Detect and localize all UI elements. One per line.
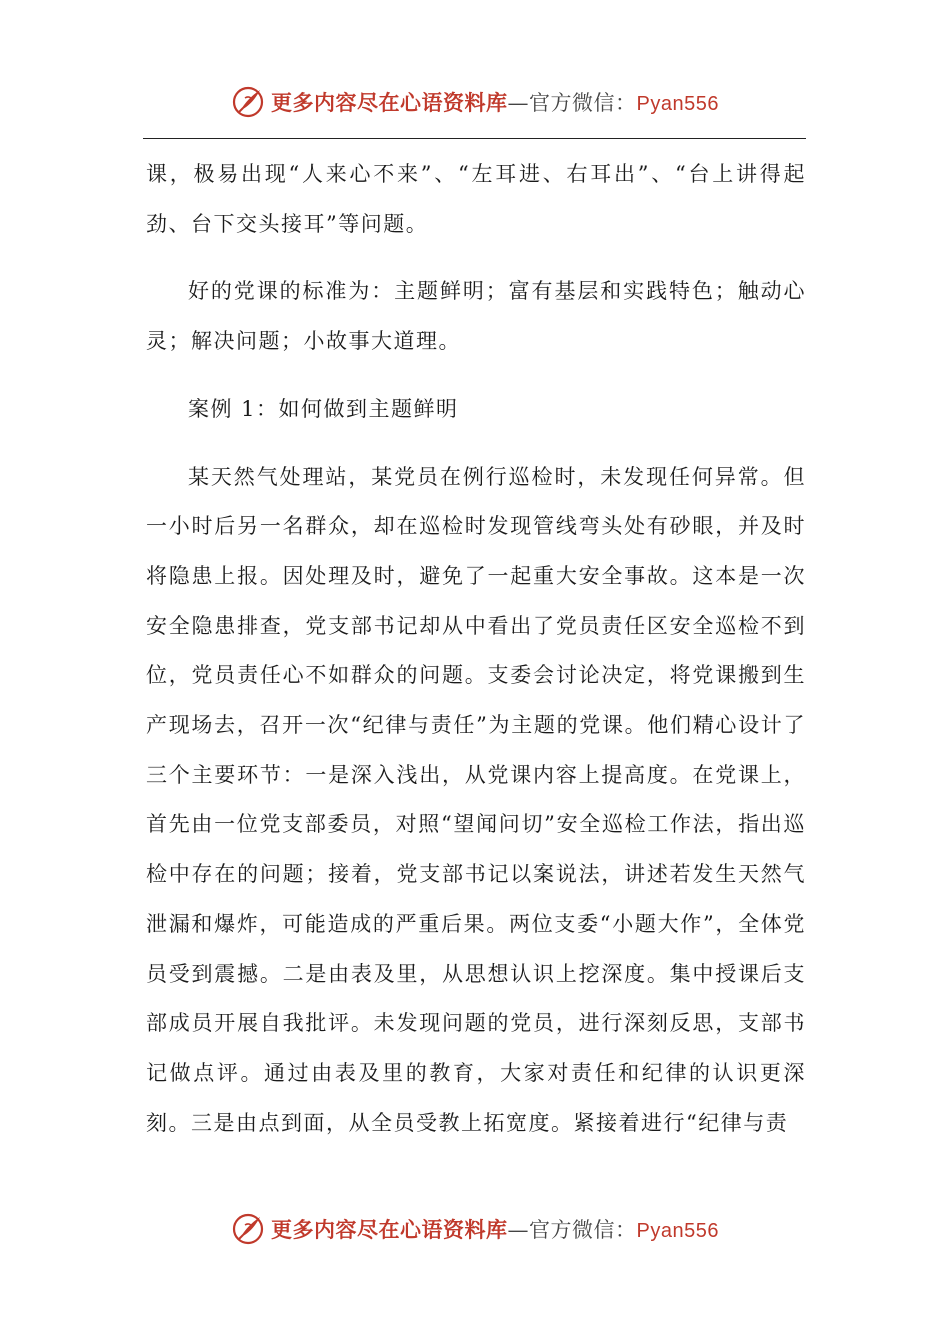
header-banner — [0, 78, 950, 126]
official-wechat-label: 官方微信： — [529, 91, 637, 115]
official-wechat-label: 官方微信： — [529, 1218, 637, 1242]
footer-banner-text — [271, 1214, 719, 1244]
banner-separator: — — [507, 91, 530, 115]
footer-banner — [0, 1205, 950, 1253]
wechat-id: Pyan556 — [636, 93, 719, 115]
quill-pen-logo-icon — [231, 1212, 265, 1246]
paragraph-continuation: 课，极易出现“人来心不来”、“左耳进、右耳出”、“台上讲得起劲、台下交头接耳”等问题。 — [146, 162, 806, 236]
paragraph-case-story: 某天然气处理站，某党员在例行巡检时，未发现任何异常。但一小时后另一名群众，却在巡检时发现管线弯头处有砂眼，并及时将隐患上报。因处理及时，避免了一起重大安全事故。这本是一次安全隐患排查，党支部书记却从中看出了党员责任区安全巡检不到位，党员责任心不如群众的问题。支委会讨论决定，将党课搬到生产现场去，召开一次“纪律与责任”为主题的党课。他们精心设计了三个主要环节：一是深入浅出，从党课内容上提高度。在党课上，首先由一位党支部委员，对照“望闻问切”安全巡检工作法，指出巡检中存在的问题；接着，党支部书记以案说法，讲述若发生天然气泄漏和爆炸，可能造成的严重后果。两位支委“小题大作”，全体党员受到震撼。二是由表及里，从思想认识上挖深度。集中授课后支部成员开展自我批评。未发现问题的党员，进行深刻反思，支部书记做点评。通过由表及里的教育，大家对责任和纪律的认识更深刻。三是由点到面，从全员受教上拓宽度。紧接着进行“纪律与责 — [146, 464, 806, 1135]
header-banner-text — [271, 87, 719, 117]
paragraph-standards: 好的党课的标准为：主题鲜明；富有基层和实践特色；触动心灵；解决问题；小故事大道理。 — [146, 279, 806, 354]
banner-separator: — — [507, 1218, 530, 1242]
quill-pen-logo-icon — [231, 85, 265, 119]
brand-text: 更多内容尽在心语资料库 — [271, 1217, 508, 1242]
brand-text: 更多内容尽在心语资料库 — [271, 90, 508, 115]
header-divider — [143, 138, 806, 139]
document-body — [146, 150, 806, 1148]
case-heading: 案例 1：如何做到主题鲜明 — [188, 396, 459, 421]
wechat-id: Pyan556 — [636, 1220, 719, 1242]
